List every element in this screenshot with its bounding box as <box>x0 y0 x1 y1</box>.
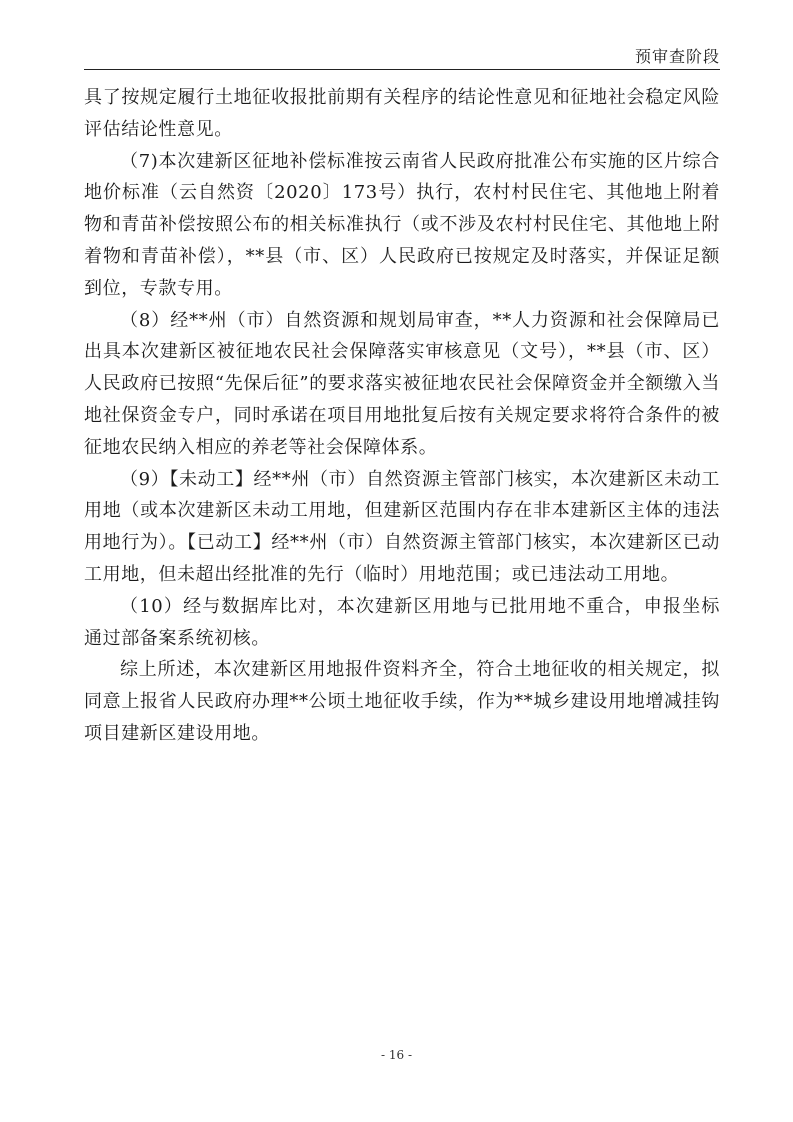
paragraph-item-9: （9）【未动工】经**州（市）自然资源主管部门核实，本次建新区未动工用地（或本次建新区未动工用地，但建新区范围内存在非本建新区主体的违法用地行为）。【已动工】经**州（市）自然资源主管部门核实，本次建新区已动工用地，但未超出经批准的先行（临时）用地范围；或已违法动工用地。 <box>84 468 720 585</box>
paragraph-item-10: （10）经与数据库比对，本次建新区用地与已批用地不重合，申报坐标通过部备案系统初核。 <box>84 595 720 649</box>
paragraph-item-7: （7)本次建新区征地补偿标准按云南省人民政府批准公布实施的区片综合地价标准（云自然资〔2020〕173号）执行，农村村民住宅、其他地上附着物和青苗补偿按照公布的相关标准执行（或不涉及农村村民住宅、其他地上附着物和青苗补偿），**县（市、区）人民政府已按规定及时落实，并保证足额到位，专款专用。 <box>84 150 720 299</box>
paragraph-item-8: （8）经**州（市）自然资源和规划局审查，**人力资源和社会保障局已出具本次建新区被征地农民社会保障落实审核意见（文号），**县（市、区）人民政府已按照“先保后征”的要求落实被征地农民社会保障资金并全额缴入当地社保资金专户，同时承诺在项目用地批复后按有关规定要求将符合条件的被征地农民纳入相应的养老等社会保障体系。 <box>84 309 720 458</box>
document-body <box>84 82 720 750</box>
page-number: - 16 - <box>380 1048 412 1062</box>
page-header <box>84 36 720 70</box>
paragraph-conclusion: 综上所述，本次建新区用地报件资料齐全，符合土地征收的相关规定，拟同意上报省人民政府办理**公顷土地征收手续，作为**城乡建设用地增减挂钩项目建新区建设用地。 <box>84 659 720 744</box>
stage-label: 预审查阶段 <box>634 47 720 66</box>
paragraph-continuation: 具了按规定履行土地征收报批前期有关程序的结论性意见和征地社会稳定风险评估结论性意见。 <box>84 87 720 140</box>
